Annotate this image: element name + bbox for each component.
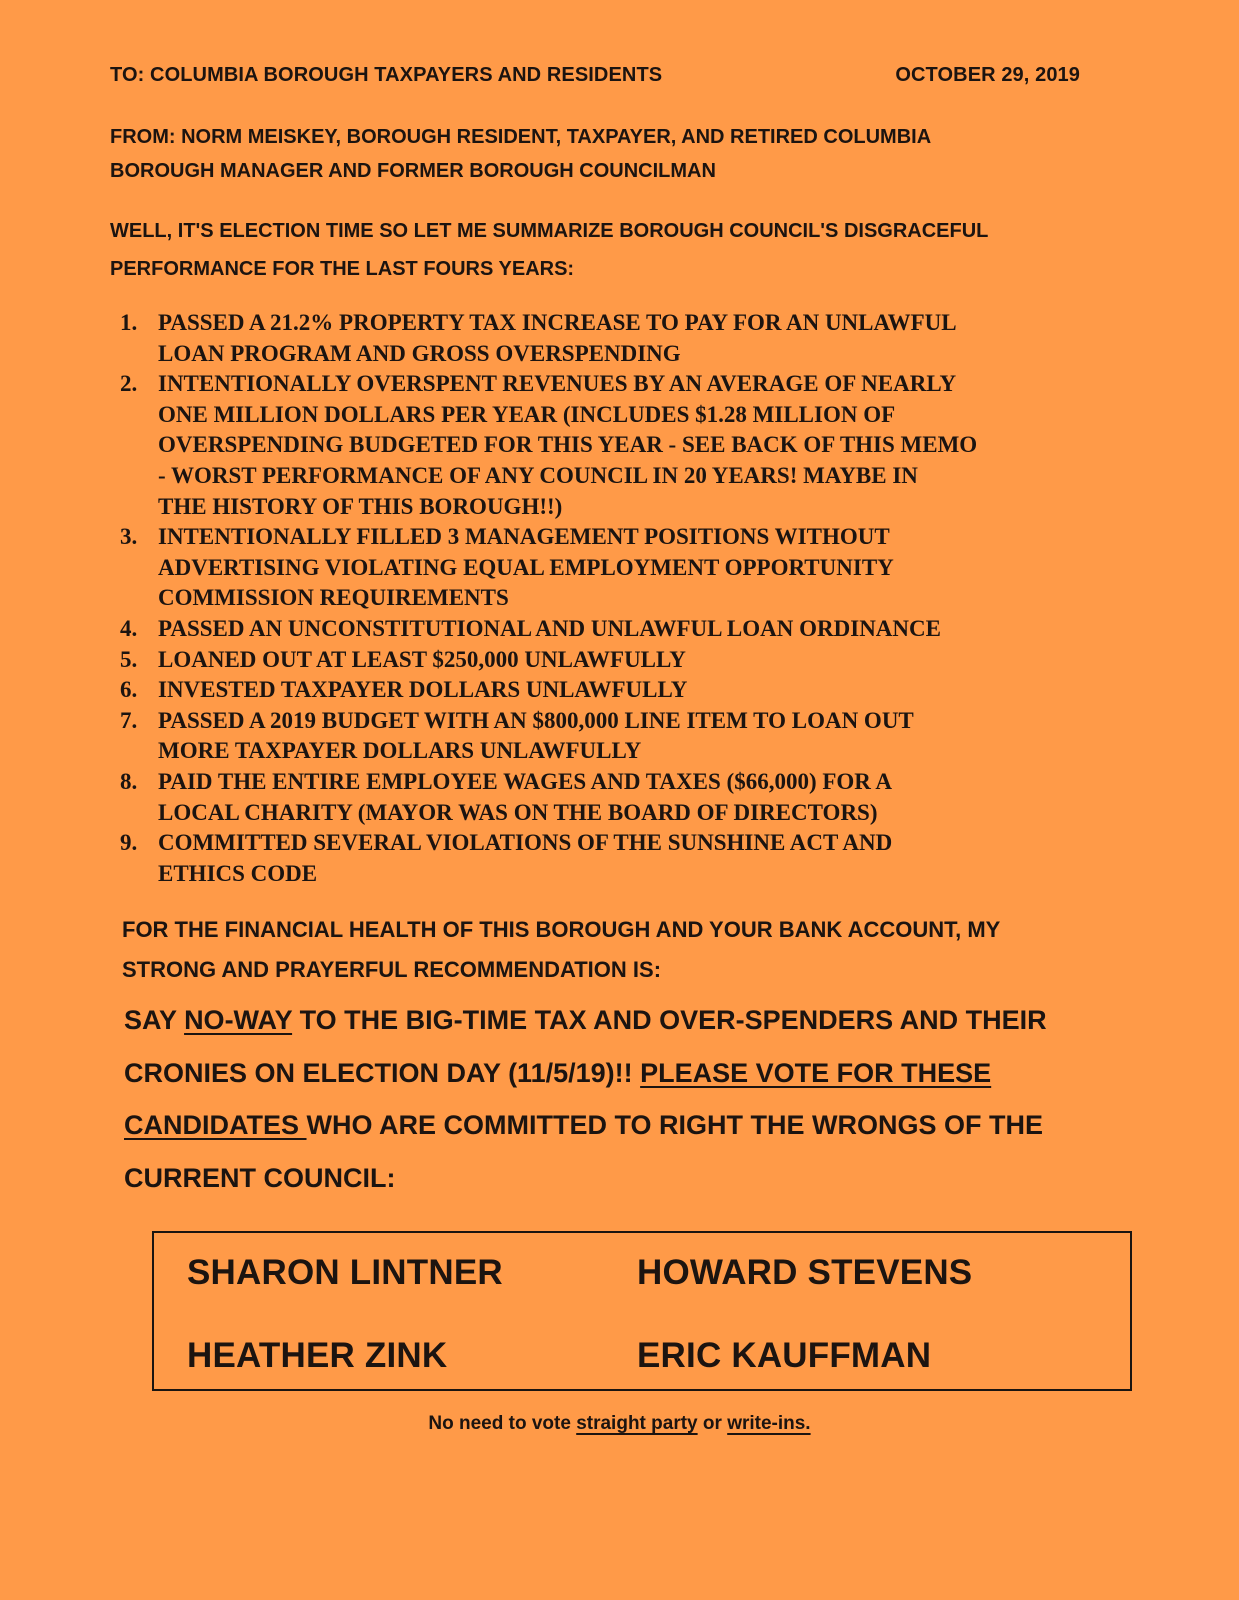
- intro-line-1: WELL, IT'S ELECTION TIME SO LET ME SUMMARIZE BOROUGH COUNCIL'S DISGRACEFUL: [110, 220, 989, 242]
- to-line: [110, 64, 1100, 87]
- list-item: [120, 369, 1120, 522]
- list-number: 1.: [120, 310, 138, 335]
- memo-date: OCTOBER 29, 2019: [895, 64, 1080, 86]
- list-item: [120, 706, 1120, 767]
- list-item: [120, 767, 1120, 828]
- from-block: [110, 120, 1110, 188]
- grievance-list: [120, 308, 1120, 889]
- candidates-word: CANDIDATES: [124, 1110, 307, 1140]
- list-item: [120, 675, 1120, 706]
- list-text: PASSED AN UNCONSTITUTIONAL AND UNLAWFUL LOAN ORDINANCE: [158, 615, 941, 641]
- vote-line-3: [124, 1099, 1134, 1152]
- to-recipients: TO: COLUMBIA BOROUGH TAXPAYERS AND RESIDENTS: [110, 64, 663, 86]
- candidate-name: HEATHER ZINK: [187, 1336, 448, 1375]
- candidate-name: SHARON LINTNER: [187, 1253, 503, 1292]
- no-way-text: NO-WAY: [184, 1005, 293, 1035]
- list-item: [120, 614, 1120, 645]
- list-text: PAID THE ENTIRE EMPLOYEE WAGES AND TAXES ($66,000) FOR A LOCAL CHARITY (MAYOR WAS ON THE BOARD OF DIRECTORS): [158, 768, 892, 825]
- recommendation-block: [122, 910, 1132, 990]
- list-text: LOANED OUT AT LEAST $250,000 UNLAWFULLY: [158, 646, 686, 672]
- list-item: [120, 308, 1120, 369]
- list-item: [120, 645, 1120, 676]
- candidate-name: ERIC KAUFFMAN: [637, 1336, 932, 1375]
- list-text: INVESTED TAXPAYER DOLLARS UNLAWFULLY: [158, 677, 688, 703]
- list-text: COMMITTED SEVERAL VIOLATIONS OF THE SUNSHINE ACT AND ETHICS CODE: [158, 830, 893, 886]
- list-text: INTENTIONALLY OVERSPENT REVENUES BY AN AVERAGE OF NEARLY ONE MILLION DOLLARS PER YEAR (INCLUDES $1.28 MILLION OF OVERSPENDING BUDGETED FOR THIS YEAR - SEE BACK OF THIS MEMO - WORST PERFORMANCE OF ANY COUNCIL IN 20 YEARS! MAYBE IN THE HISTORY OF THIS BOROUGH!!): [158, 371, 978, 519]
- list-text: PASSED A 21.2% PROPERTY TAX INCREASE TO PAY FOR AN UNLAWFUL LOAN PROGRAM AND GROSS OVERSPENDING: [158, 310, 957, 366]
- list-number: 3.: [120, 524, 138, 550]
- candidate-box: [152, 1231, 1132, 1391]
- footnote-middle: or: [697, 1413, 728, 1434]
- straight-party-text: straight party: [576, 1413, 698, 1434]
- list-number: 6.: [120, 677, 138, 703]
- intro-block: [110, 212, 1110, 288]
- footnote-prefix: No need to vote: [428, 1413, 577, 1434]
- vote-line-1-rest: TO THE BIG-TIME TAX AND OVER-SPENDERS AND THEIR: [292, 1005, 1047, 1035]
- vote-appeal: [124, 994, 1134, 1204]
- list-number: 2.: [120, 371, 138, 397]
- recommendation-line-2: STRONG AND PRAYERFUL RECOMMENDATION IS:: [122, 957, 662, 982]
- candidate-name: HOWARD STEVENS: [637, 1253, 973, 1292]
- please-vote-text: PLEASE VOTE FOR THESE: [640, 1057, 992, 1088]
- vote-line-3-rest: WHO ARE COMMITTED TO RIGHT THE WRONGS OF THE: [306, 1110, 1043, 1140]
- list-number: 8.: [120, 768, 138, 794]
- list-number: 7.: [120, 707, 138, 733]
- recommendation-line-1: FOR THE FINANCIAL HEALTH OF THIS BOROUGH AND YOUR BANK ACCOUNT, MY: [122, 917, 1001, 942]
- footnote: [0, 1413, 1239, 1435]
- list-number: 9.: [120, 830, 138, 856]
- list-text: INTENTIONALLY FILLED 3 MANAGEMENT POSITIONS WITHOUT ADVERTISING VIOLATING EQUAL EMPLOYMENT OPPORTUNITY COMMISSION REQUIREMENTS: [158, 524, 894, 611]
- vote-line-1: [124, 994, 1134, 1047]
- list-item: [120, 522, 1120, 614]
- from-line-1: FROM: NORM MEISKEY, BOROUGH RESIDENT, TAXPAYER, AND RETIRED COLUMBIA: [110, 126, 932, 148]
- list-text: PASSED A 2019 BUDGET WITH AN $800,000 LINE ITEM TO LOAN OUT MORE TAXPAYER DOLLARS UNLAWFULLY: [158, 707, 914, 764]
- vote-line-4: CURRENT COUNCIL:: [124, 1162, 396, 1193]
- list-number: 4.: [120, 615, 138, 641]
- vote-line-2: [124, 1047, 1134, 1100]
- cronies-text: CRONIES ON ELECTION DAY (11/5/19)!!: [124, 1057, 641, 1088]
- from-line-2: BOROUGH MANAGER AND FORMER BOROUGH COUNCILMAN: [110, 160, 716, 182]
- list-number: 5.: [120, 646, 138, 672]
- list-item: [120, 828, 1120, 889]
- write-ins-text: write-ins.: [727, 1413, 811, 1434]
- say-text: SAY: [124, 1005, 185, 1035]
- intro-line-2: PERFORMANCE FOR THE LAST FOURS YEARS:: [110, 258, 575, 280]
